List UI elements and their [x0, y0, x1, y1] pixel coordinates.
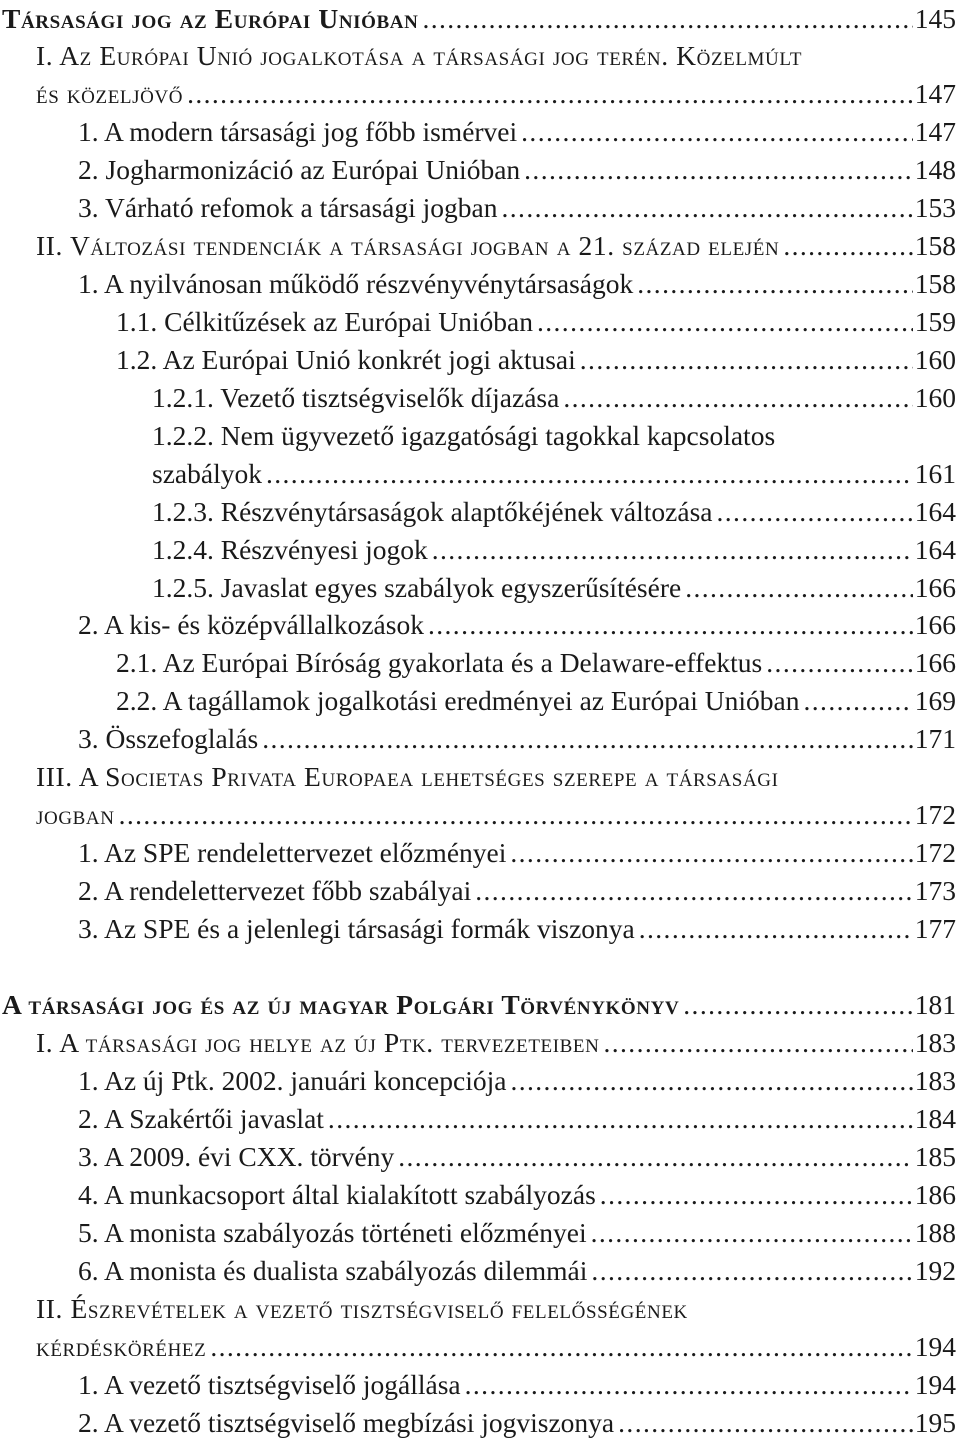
dot-leader	[398, 1138, 913, 1176]
toc-page-number: 184	[914, 1103, 956, 1134]
toc-entry-title: szabályok	[152, 458, 262, 489]
toc-entry	[78, 834, 956, 872]
toc-page-number: 171	[914, 723, 956, 754]
toc-page-number: 186	[914, 1179, 956, 1210]
toc-part-entry	[36, 758, 956, 834]
toc-entry	[78, 113, 956, 151]
toc-page-number: 148	[914, 154, 956, 185]
dot-leader	[119, 796, 913, 834]
dot-leader	[639, 910, 913, 948]
toc-entry	[152, 531, 956, 569]
toc-entry-title: 1. Az SPE rendelettervezet előzményei	[78, 837, 507, 868]
toc-entry-title: 1.2.1. Vezető tisztségviselők díjazása	[152, 382, 560, 413]
toc-entry	[152, 569, 956, 607]
toc-entry-title: 1.2.4. Részvényesi jogok	[152, 534, 428, 565]
toc-page-number: 147	[914, 116, 956, 147]
dot-leader	[600, 1176, 913, 1214]
toc-entry	[152, 379, 956, 417]
toc-entry	[78, 1214, 956, 1252]
dot-leader	[766, 644, 912, 682]
dot-leader	[618, 1404, 913, 1442]
toc-page-number: 181	[914, 989, 956, 1020]
toc-entry-title: 4. A munkacsoport által kialakított szabályozás	[78, 1179, 596, 1210]
toc-entry	[78, 1366, 956, 1404]
toc-entry-title: 1. A modern társasági jog főbb ismérvei	[78, 116, 518, 147]
toc-entry-title: 2.2. A tagállamok jogalkotási eredményei az Európai Unióban	[116, 685, 800, 716]
dot-leader	[502, 189, 913, 227]
toc-page-number: 172	[914, 799, 956, 830]
toc-entry	[152, 417, 956, 493]
toc-entry	[78, 1252, 956, 1290]
dot-leader	[591, 1214, 913, 1252]
toc-page-number: 164	[914, 496, 956, 527]
dot-leader	[683, 986, 912, 1024]
toc-page-number: 183	[914, 1065, 956, 1096]
dot-leader	[603, 1024, 912, 1062]
toc-entry-title-line: III. A Societas Privata Europaea lehetséges szerepe a társasági	[36, 761, 779, 792]
toc-entry-title: 1.2. Az Európai Unió konkrét jogi aktusai	[116, 344, 576, 375]
dot-leader	[328, 1100, 913, 1138]
toc-page-number: 172	[914, 837, 956, 868]
toc-page-number: 194	[914, 1369, 956, 1400]
dot-leader	[432, 531, 913, 569]
dot-leader	[783, 227, 912, 265]
toc-entry	[78, 872, 956, 910]
toc-entry	[78, 189, 956, 227]
toc-page-number: 185	[914, 1141, 956, 1172]
toc-entry	[78, 1176, 956, 1214]
dot-leader	[685, 569, 913, 607]
toc-entry-title: 1.2.5. Javaslat egyes szabályok egyszerűsítésére	[152, 572, 682, 603]
toc-entry-title: 3. A 2009. évi CXX. törvény	[78, 1141, 395, 1172]
toc-page-number: 147	[914, 78, 956, 109]
toc-page-number: 153	[914, 192, 956, 223]
toc-page-number: 177	[914, 913, 956, 944]
toc-entry-title: 2. Jogharmonizáció az Európai Unióban	[78, 154, 521, 185]
toc-entry-title: 2.1. Az Európai Bíróság gyakorlata és a Delaware-effektus	[116, 647, 763, 678]
toc-page-number: 166	[914, 647, 956, 678]
toc-entry-title: 1. A vezető tisztségviselő jogállása	[78, 1369, 461, 1400]
dot-leader	[537, 303, 913, 341]
toc-entry	[116, 644, 956, 682]
toc-section-entry	[2, 986, 956, 1024]
toc-entry	[78, 1138, 956, 1176]
toc-entry	[78, 910, 956, 948]
dot-leader	[262, 720, 913, 758]
dot-leader	[717, 493, 913, 531]
toc-entry-title: I. A társasági jog helye az új Ptk. tervezeteiben	[36, 1027, 600, 1058]
toc-entry-title: A társasági jog és az új magyar Polgári Törvénykönyv	[2, 989, 680, 1020]
toc-part-entry	[36, 1290, 956, 1366]
toc-page-number: 195	[914, 1407, 956, 1438]
toc-entry-title: 1. Az új Ptk. 2002. januári koncepciója	[78, 1065, 507, 1096]
toc-entry	[78, 606, 956, 644]
toc-entry-title: 3. Az SPE és a jelenlegi társasági formák viszonya	[78, 913, 635, 944]
toc-page-number: 169	[914, 685, 956, 716]
dot-leader	[475, 872, 913, 910]
toc-entry-title: Társasági jog az Európai Unióban	[2, 3, 419, 34]
toc-part-entry	[36, 37, 956, 113]
toc-entry	[116, 682, 956, 720]
toc-entry-title: 2. A Szakértői javaslat	[78, 1103, 324, 1134]
toc-page-number: 159	[914, 306, 956, 337]
toc-entry-title: 1. A nyilvánosan működő részvényvénytársaságok	[78, 268, 634, 299]
dot-leader	[510, 834, 912, 872]
toc-entry-title-line: I. Az Európai Unió jogalkotása a társasági jog terén. Közelmúlt	[36, 40, 803, 71]
toc-page-number: 161	[914, 458, 956, 489]
dot-leader	[422, 0, 912, 38]
toc-page-number: 160	[914, 382, 956, 413]
dot-leader	[428, 606, 913, 644]
dot-leader	[637, 265, 913, 303]
toc-page-number: 158	[914, 268, 956, 299]
toc-page-number: 145	[914, 3, 956, 34]
toc-page-number: 188	[914, 1217, 956, 1248]
toc-entry-title-line: II. Észrevételek a vezető tisztségviselő felelősségének	[36, 1293, 688, 1324]
toc-part-entry	[36, 1024, 956, 1062]
toc-entry	[152, 493, 956, 531]
dot-leader	[187, 75, 913, 113]
toc-entry	[116, 303, 956, 341]
toc-page-number: 166	[914, 572, 956, 603]
toc-section-entry	[2, 0, 956, 38]
dot-leader	[591, 1252, 912, 1290]
toc-entry-title: kérdésköréhez	[36, 1331, 207, 1362]
dot-leader	[521, 113, 913, 151]
toc-entry	[78, 1062, 956, 1100]
toc-page-number: 166	[914, 609, 956, 640]
dot-leader	[524, 151, 913, 189]
toc-entry-title: 3. Összefoglalás	[78, 723, 259, 754]
toc-entry	[78, 1100, 956, 1138]
toc-entry-title: 2. A rendelettervezet főbb szabályai	[78, 875, 472, 906]
toc-page-number: 164	[914, 534, 956, 565]
dot-leader	[510, 1062, 912, 1100]
dot-leader	[210, 1328, 912, 1366]
toc-entry-title: 1.2.3. Részvénytársaságok alaptőkéjének változása	[152, 496, 713, 527]
toc-entry-title: 2. A kis- és középvállalkozások	[78, 609, 424, 640]
dot-leader	[563, 379, 912, 417]
toc-entry	[78, 151, 956, 189]
toc-page-number: 173	[914, 875, 956, 906]
toc-part-entry	[36, 227, 956, 265]
toc-entry-title-line: 1.2.2. Nem ügyvezető igazgatósági tagokkal kapcsolatos	[152, 420, 776, 451]
toc-page-number: 183	[914, 1027, 956, 1058]
toc-entry-title: 5. A monista szabályozás történeti előzményei	[78, 1217, 587, 1248]
toc-page-number: 192	[914, 1255, 956, 1286]
toc-entry	[116, 341, 956, 379]
toc-entry	[78, 720, 956, 758]
toc-entry-title: jogban	[36, 799, 115, 830]
dot-leader	[266, 455, 913, 493]
toc-entry	[78, 265, 956, 303]
dot-leader	[465, 1366, 913, 1404]
toc-entry	[78, 1404, 956, 1442]
dot-leader	[580, 341, 913, 379]
toc-page-number: 158	[914, 230, 956, 261]
toc-entry-title: és közeljövő	[36, 78, 184, 109]
toc-entry-title: 1.1. Célkitűzések az Európai Unióban	[116, 306, 533, 337]
toc-entry-title: II. Változási tendenciák a társasági jogban a 21. század elején	[36, 230, 780, 261]
toc-entry-title: 2. A vezető tisztségviselő megbízási jogviszonya	[78, 1407, 615, 1438]
toc-entry-title: 3. Várható refomok a társasági jogban	[78, 192, 498, 223]
dot-leader	[804, 682, 913, 720]
toc-entry-title: 6. A monista és dualista szabályozás dilemmái	[78, 1255, 588, 1286]
toc-page-number: 160	[914, 344, 956, 375]
toc-page-number: 194	[914, 1331, 956, 1362]
